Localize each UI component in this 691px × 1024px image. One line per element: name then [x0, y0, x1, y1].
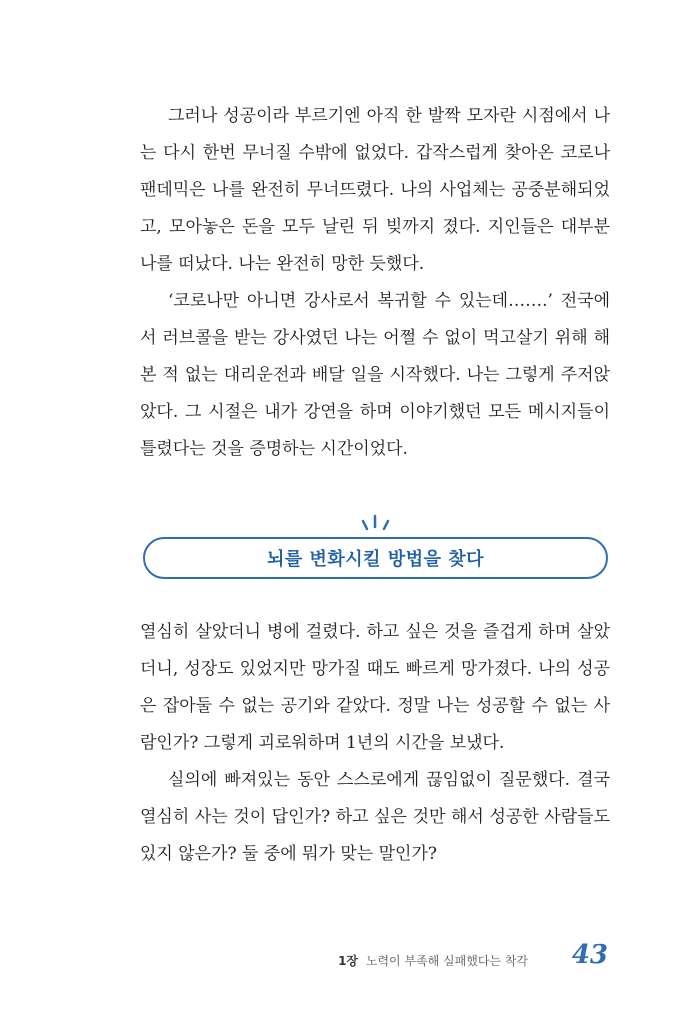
section-heading — [143, 537, 608, 579]
paragraph: 그러나 성공이라 부르기엔 아직 한 발짝 모자란 시점에서 나는 다시 한번 무너질 수밖에 없었다. 갑작스럽게 찾아온 코로나 팬데믹은 나를 완전히 무너뜨렸다. 나의 사업체는 공중분해되었고, 모아놓은 돈을 모두 날린 뒤 빚까지 졌다. 지인들은 대부분 나를 떠났다. 나는 완전히 망한 듯했다. — [140, 106, 610, 274]
body-text-top — [140, 98, 610, 468]
chapter-title: 노력이 부족해 실패했다는 착각 — [365, 954, 528, 968]
running-header — [338, 952, 528, 969]
body-text-bottom — [140, 614, 610, 873]
chapter-number: 1장 — [338, 954, 359, 968]
paragraph: 실의에 빠져있는 동안 스스로에게 끊임없이 질문했다. 결국 열심히 사는 것이 답인가? 하고 싶은 것만 해서 성공한 사람들도 있지 않은가? 둘 중에 뭐가 맞는 말인가? — [140, 770, 610, 864]
page-number: 43 — [571, 940, 608, 970]
paragraph: 열심히 살았더니 병에 걸렸다. 하고 싶은 것을 즐겁게 하며 살았더니, 성장도 있었지만 망가질 때도 빠르게 망가졌다. 나의 성공은 잡아둘 수 없는 공기와 같았다. 정말 나는 성공할 수 없는 사람인가? 그렇게 괴로워하며 1년의 시간을 보냈다. — [140, 622, 610, 753]
page-footer — [0, 940, 691, 980]
paragraph: ‘코로나만 아니면 강사로서 복귀할 수 있는데…….’ 전국에서 러브콜을 받는 강사였던 나는 어쩔 수 없이 먹고살기 위해 해본 적 없는 대리운전과 배달 일을 시작했다. 나는 그렇게 주저앉았다. 그 시절은 내가 강연을 하며 이야기했던 모든 메시지들이 틀렸다는 것을 증명하는 시간이었다. — [140, 291, 610, 459]
section-heading-text: 뇌를 변화시킬 방법을 찾다 — [266, 549, 485, 570]
